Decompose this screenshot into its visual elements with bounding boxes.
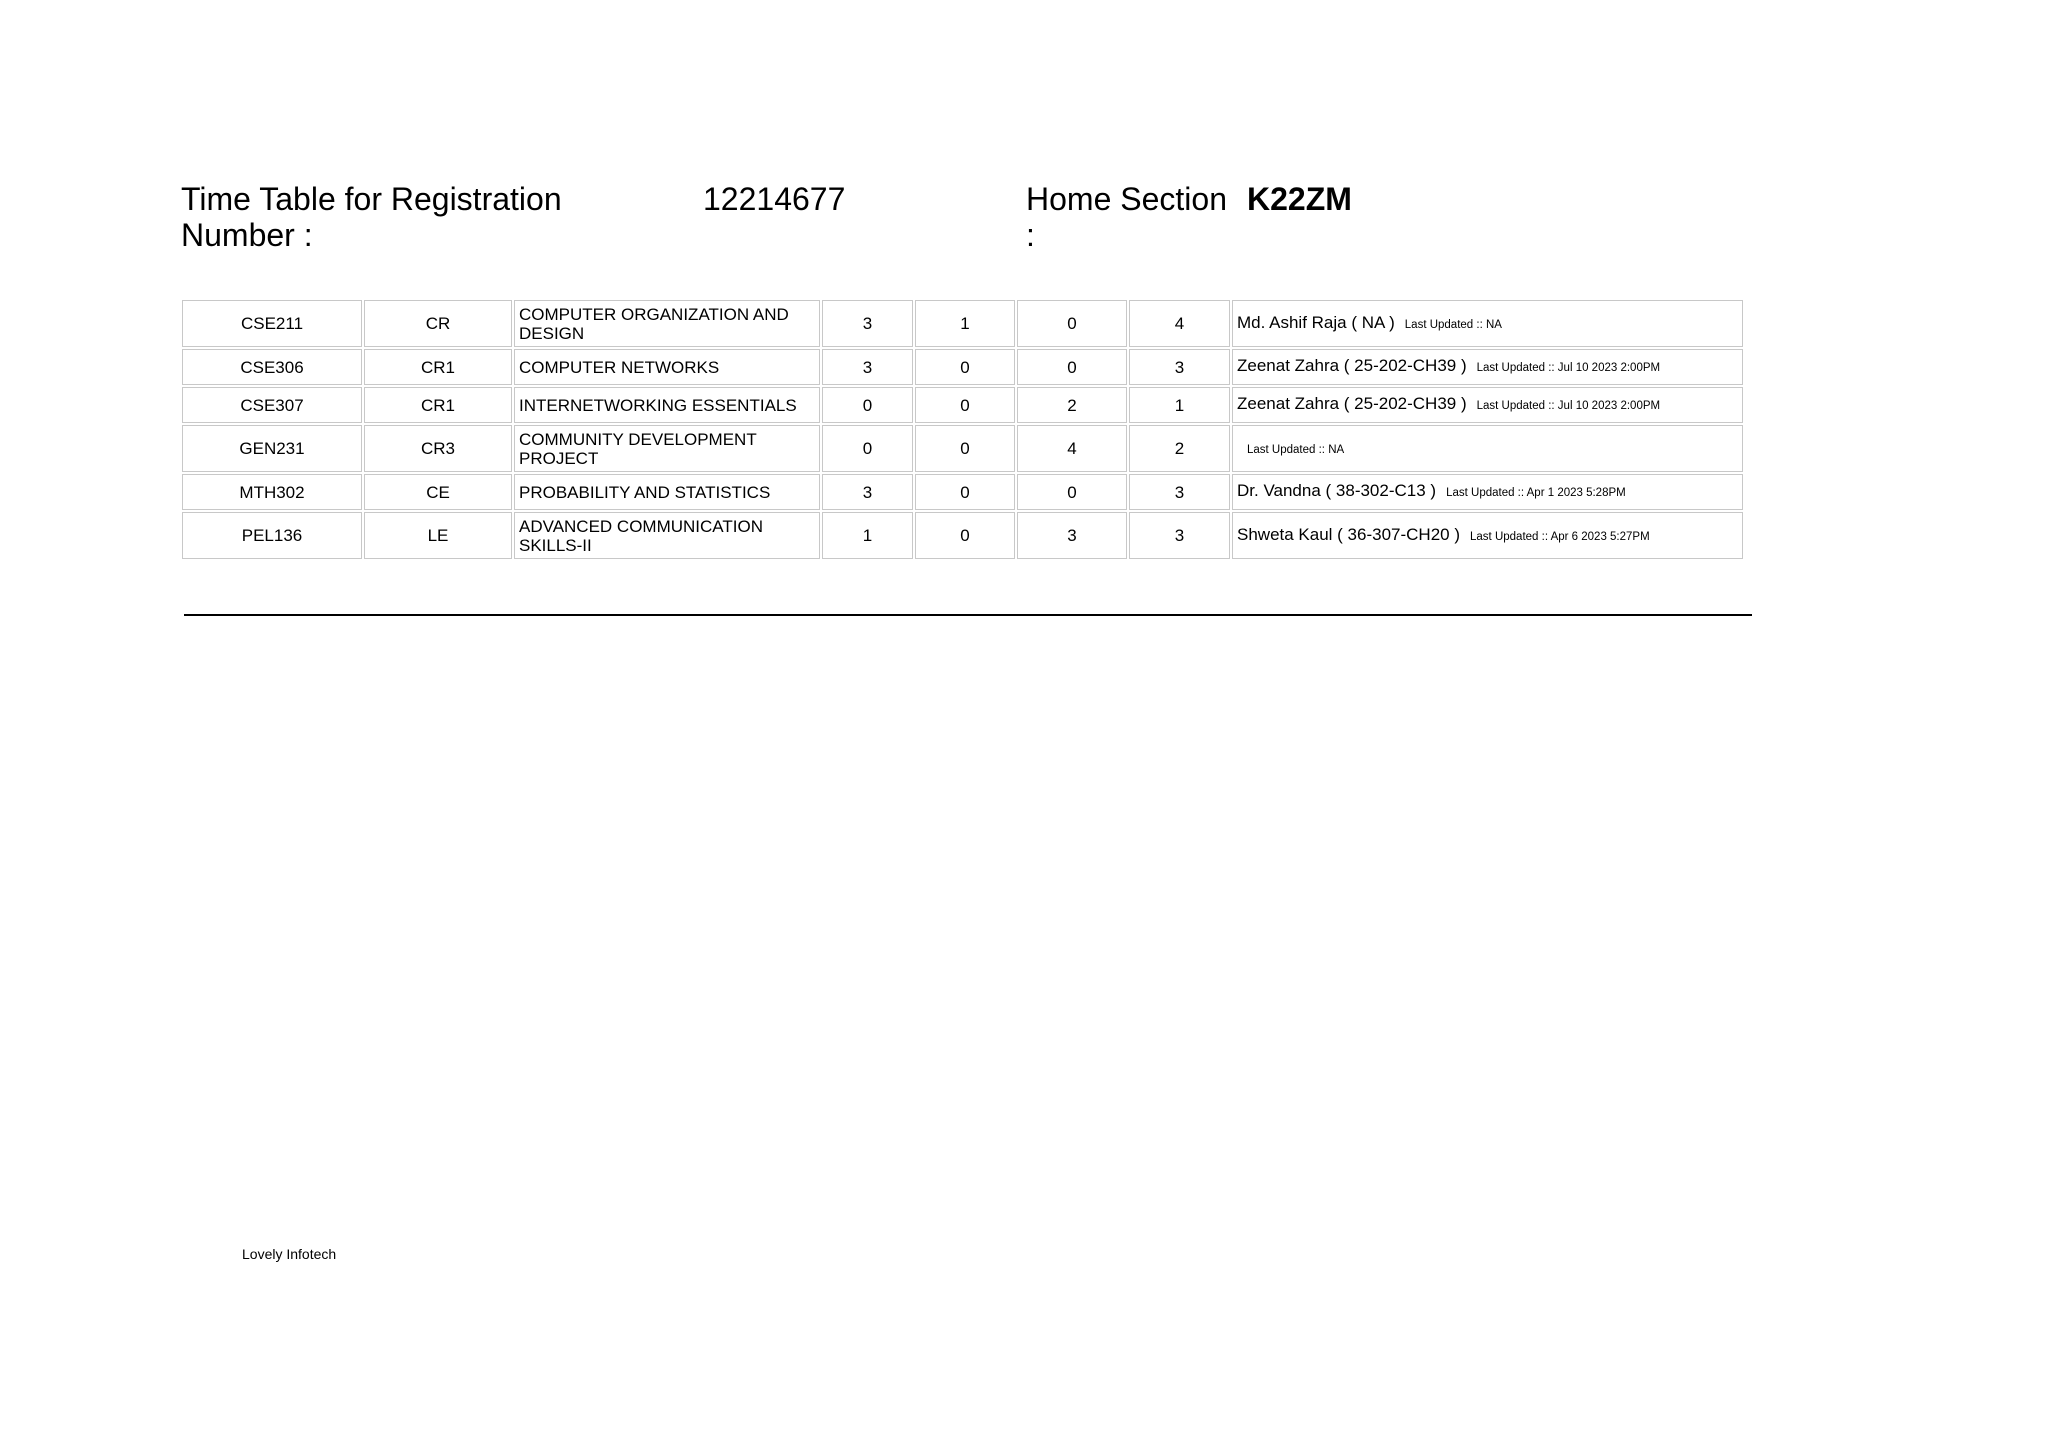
course-type-cell: CR1 — [364, 387, 512, 423]
practical-cell: 2 — [1017, 387, 1127, 423]
tutorial-cell: 0 — [915, 474, 1015, 510]
faculty-cell — [1232, 387, 1743, 423]
course-type-cell: CE — [364, 474, 512, 510]
footer-text: Lovely Infotech — [242, 1246, 337, 1262]
course-name-cell: COMMUNITY DEVELOPMENT PROJECT — [514, 425, 820, 472]
course-name-cell: ADVANCED COMMUNICATION SKILLS-II — [514, 512, 820, 559]
tutorial-cell: 0 — [915, 387, 1015, 423]
faculty-cell — [1232, 349, 1743, 385]
course-code-cell: CSE307 — [182, 387, 362, 423]
course-code-cell: CSE306 — [182, 349, 362, 385]
course-type-cell: CR — [364, 300, 512, 347]
last-updated: Last Updated :: Jul 10 2023 2:00PM — [1476, 362, 1661, 374]
title-label: Time Table for Registration Number : — [181, 181, 562, 253]
last-updated: Last Updated :: Apr 6 2023 5:27PM — [1470, 530, 1650, 543]
course-code-cell: GEN231 — [182, 425, 362, 472]
lecture-cell: 0 — [822, 387, 913, 423]
tutorial-cell: 0 — [915, 512, 1015, 559]
tutorial-cell: 0 — [915, 349, 1015, 385]
home-section-value: K22ZM — [1247, 181, 1352, 217]
lecture-cell: 3 — [822, 474, 913, 510]
credits-cell: 3 — [1129, 474, 1230, 510]
course-type-cell: CR1 — [364, 349, 512, 385]
table-row — [182, 349, 1743, 385]
credits-cell: 3 — [1129, 512, 1230, 559]
timetable-body — [182, 300, 1743, 559]
credits-cell: 4 — [1129, 300, 1230, 347]
course-name-cell: PROBABILITY AND STATISTICS — [514, 474, 820, 510]
timetable — [180, 298, 1745, 561]
table-row — [182, 474, 1743, 510]
practical-cell: 0 — [1017, 300, 1127, 347]
credits-cell: 1 — [1129, 387, 1230, 423]
faculty-cell — [1232, 512, 1743, 559]
faculty-cell — [1232, 474, 1743, 510]
faculty-name: Zeenat Zahra ( 25-202-CH39 ) — [1237, 394, 1467, 413]
course-code-cell: MTH302 — [182, 474, 362, 510]
tutorial-cell: 1 — [915, 300, 1015, 347]
course-name-cell: INTERNETWORKING ESSENTIALS — [514, 387, 820, 423]
practical-cell: 4 — [1017, 425, 1127, 472]
clipped-header-row — [181, 290, 1741, 298]
practical-cell: 0 — [1017, 474, 1127, 510]
last-updated: Last Updated :: Apr 1 2023 5:28PM — [1446, 487, 1626, 499]
registration-number: 12214677 — [703, 181, 846, 217]
course-code-cell: CSE211 — [182, 300, 362, 347]
table-row — [182, 512, 1743, 559]
table-row — [182, 425, 1743, 472]
home-section-label: Home Section : — [1026, 181, 1227, 253]
practical-cell: 0 — [1017, 349, 1127, 385]
course-name-cell: COMPUTER ORGANIZATION AND DESIGN — [514, 300, 820, 347]
lecture-cell: 0 — [822, 425, 913, 472]
lecture-cell: 3 — [822, 349, 913, 385]
practical-cell: 3 — [1017, 512, 1127, 559]
lecture-cell: 3 — [822, 300, 913, 347]
tutorial-cell: 0 — [915, 425, 1015, 472]
faculty-name: Shweta Kaul ( 36-307-CH20 ) — [1237, 524, 1461, 544]
course-type-cell: LE — [364, 512, 512, 559]
lecture-cell: 1 — [822, 512, 913, 559]
last-updated: Last Updated :: NA — [1247, 443, 1345, 456]
divider — [184, 614, 1752, 616]
last-updated: Last Updated :: NA — [1404, 318, 1502, 331]
credits-cell: 2 — [1129, 425, 1230, 472]
faculty-name: Dr. Vandna ( 38-302-C13 ) — [1237, 481, 1437, 500]
faculty-name: Zeenat Zahra ( 25-202-CH39 ) — [1237, 356, 1467, 375]
faculty-cell — [1232, 300, 1743, 347]
course-type-cell: CR3 — [364, 425, 512, 472]
course-code-cell: PEL136 — [182, 512, 362, 559]
last-updated: Last Updated :: Jul 10 2023 2:00PM — [1476, 400, 1661, 412]
faculty-cell — [1232, 425, 1743, 472]
table-row — [182, 387, 1743, 423]
credits-cell: 3 — [1129, 349, 1230, 385]
course-name-cell: COMPUTER NETWORKS — [514, 349, 820, 385]
table-row — [182, 300, 1743, 347]
faculty-name: Md. Ashif Raja ( NA ) — [1237, 312, 1395, 332]
